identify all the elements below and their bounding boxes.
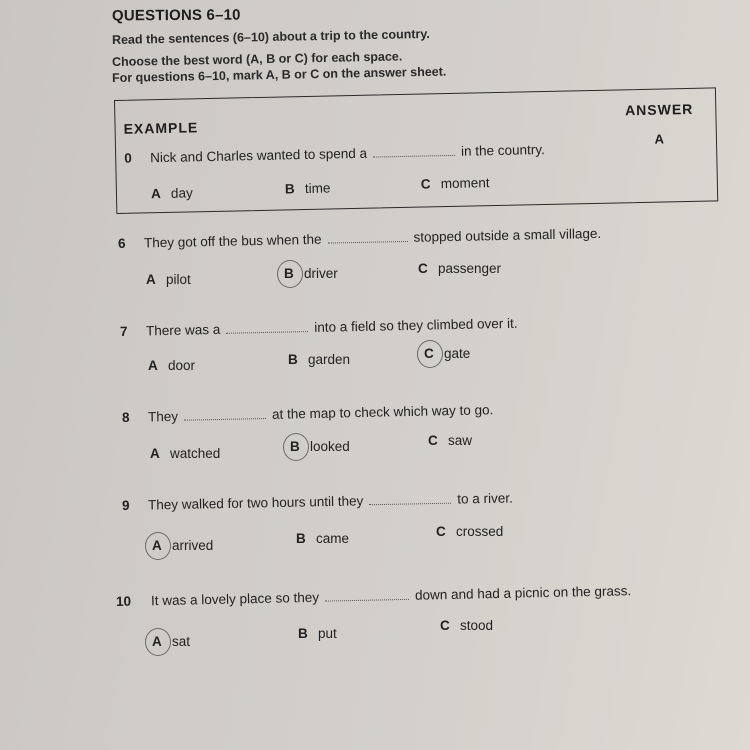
circled-mark: B [290,439,310,454]
circled-mark: A [152,538,172,553]
answer-blank[interactable] [369,493,451,506]
question-10: 10 It was a lovely place so they down and had a picnic on the grass. [115,583,632,609]
q9-option-b[interactable]: B came [296,531,350,546]
circled-mark: B [284,266,304,281]
question-number: 10 [115,593,132,609]
q7-option-c[interactable]: C gate [424,346,471,361]
example-option-a: A day [150,185,193,202]
question-number: 8 [121,409,130,425]
example-text-after: in the country. [460,141,545,159]
q10-option-b[interactable]: B put [298,626,337,641]
example-sentence [124,142,545,166]
question-8: 8 They at the map to check which way to go. [121,402,494,425]
circled-mark: A [152,634,172,649]
question-number: 7 [119,323,128,339]
example-box [114,87,718,214]
answer-blank[interactable] [327,231,407,244]
example-option-b: B time [284,180,331,197]
circled-mark: C [424,346,444,361]
example-answer-label: ANSWER [624,100,694,119]
question-7: 7 There was a into a field so they climbed over it. [119,315,518,339]
example-answer-value: A [654,131,665,147]
q7-option-b[interactable]: B garden [288,352,351,367]
q8-option-a[interactable]: A watched [150,446,221,461]
q10-option-a[interactable]: A sat [152,634,191,649]
answer-blank[interactable] [325,589,409,602]
answer-blank[interactable] [226,321,308,334]
question-9: 9 They walked for two hours until they to a river. [121,490,513,513]
instruction-line-1: Read the sentences (6–10) about a trip to the country. [111,26,430,47]
section-heading: QUESTIONS 6–10 [111,6,241,25]
q6-option-b[interactable]: B driver [284,266,338,281]
example-title: EXAMPLE [123,119,199,137]
answer-blank[interactable] [184,408,266,421]
example-number: 0 [124,150,132,166]
q8-option-c[interactable]: C saw [428,433,473,448]
q7-option-a[interactable]: A door [148,358,196,373]
q9-option-c[interactable]: C crossed [436,524,504,539]
example-text-before: Nick and Charles wanted to spend a [150,145,368,166]
question-number: 9 [121,497,130,513]
instruction-line-2: Choose the best word (A, B or C) for each space. [111,49,403,69]
example-blank [373,145,455,158]
question-6: 6 They got off the bus when the stopped outside a small village. [117,225,602,251]
q6-option-c[interactable]: C passenger [418,261,502,276]
question-number: 6 [117,235,126,251]
q9-option-a[interactable]: A arrived [152,538,214,553]
example-option-c: C moment [420,175,490,192]
q8-option-b[interactable]: B looked [290,439,350,454]
q10-option-c[interactable]: C stood [440,618,494,633]
instruction-line-3: For questions 6–10, mark A, B or C on the answer sheet. [111,64,447,85]
q6-option-a[interactable]: A pilot [146,272,191,287]
